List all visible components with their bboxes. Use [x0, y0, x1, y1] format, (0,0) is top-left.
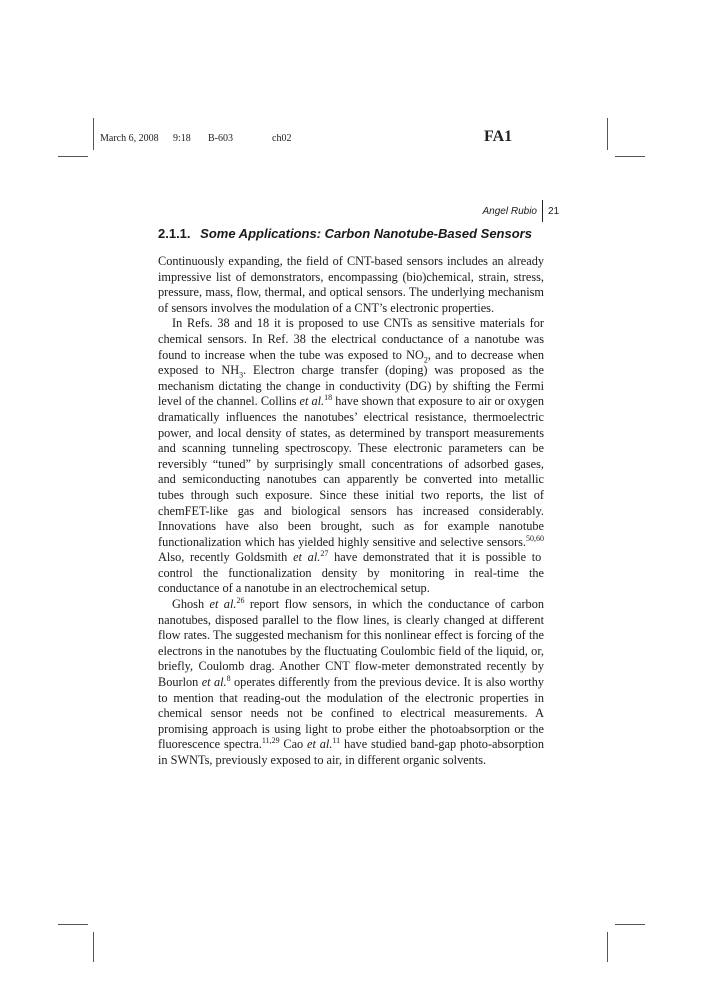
paragraph: [158, 254, 544, 316]
citation-superscript: 11,29: [261, 736, 280, 746]
running-head-author: Angel Rubio: [482, 206, 537, 217]
running-head-divider: [542, 200, 543, 222]
text-run: have studied band-gap photo-absorption in SWNTs, previously exposed to air, in different organic solvents.: [158, 737, 544, 767]
slug-chapter: ch02: [272, 133, 292, 144]
running-head: [440, 204, 570, 224]
text-run: report flow sensors, in which the conductance of carbon nanotubes, disposed parallel to the flow lines, is clearly changed at different flow rates. The suggested mechanism for this nonlinear effect is forcing of the electrons in the nanotubes by the fluctuating Coulombic field of the liquid, or, briefly, Coulomb drag. Another CNT flow-meter demonstrated recently by Bourlon: [158, 597, 545, 690]
citation-superscript: 11: [332, 736, 341, 746]
italic-run: et al.: [299, 394, 325, 409]
slug-time: 9:18: [173, 133, 191, 144]
text-run: In Refs. 38 and 18 it is proposed to use CNTs as sensitive materials for chemical sensors. In Ref. 38 the electrical conductance of a nanotube was found to increase when the tube was exposed to NO: [158, 316, 544, 362]
crop-mark-top-left-vertical: [93, 118, 94, 150]
italic-run: et al.: [307, 737, 333, 752]
italic-run: et al.: [209, 597, 237, 612]
citation-superscript: 8: [226, 673, 231, 683]
text-run: . Electron charge transfer (doping) was proposed as the mechanism dictating the change in conductivity (DG) by shifting the Fermi level of the channel. Collins: [158, 363, 544, 409]
text-run: Cao: [279, 737, 308, 752]
subscript: 2: [423, 355, 428, 365]
text-run: operates differently from the previous device. It is also worthy to mention that reading-out the modulation of the electronic properties in chemical sensor needs not be confined to electrical measurements. A promising approach is using light to probe either the photoabsorption or the fluorescence spectra.: [158, 675, 544, 752]
section-title: Some Applications: Carbon Nanotube-Based Sensors: [200, 226, 532, 241]
text-run: Ghosh: [172, 597, 210, 612]
paragraph: [158, 316, 544, 597]
crop-mark-bottom-left-horizontal: [58, 924, 88, 925]
text-run: , and to decrease when exposed to NH: [158, 347, 544, 378]
text-run: have shown that exposure to air or oxygen dramatically influences the nanotubes’ electrical resistance, thermoelectric power, and local density of states, as determined by transport measurements and scanning tunneling spectroscopy. These electronic parameters can be reversibly “tuned” by surprisingly small concentrations of adsorbed gases, and semiconducting nanotubes can apparently be converted into metallic tubes through such exposure. Since these initial two reports, the list of chemFET-like gas and biological sensors has increased considerably. Innovations have also been brought, such as for example nanotube functionalization which has yielded highly sensitive and selective sensors.: [158, 394, 544, 549]
paragraph: [158, 597, 544, 769]
crop-mark-top-right-horizontal: [615, 156, 645, 157]
citation-superscript: 18: [324, 393, 333, 403]
italic-run: et al.: [293, 550, 321, 565]
crop-mark-bottom-right-horizontal: [615, 924, 645, 925]
citation-superscript: 26: [236, 595, 245, 605]
page-number: 21: [548, 206, 560, 217]
crop-mark-bottom-left-vertical: [93, 932, 94, 962]
body-text: [158, 254, 544, 769]
citation-superscript: 50,60: [526, 533, 544, 543]
section-number: 2.1.1.: [158, 226, 191, 241]
slug-date: March 6, 2008: [100, 133, 159, 144]
crop-mark-top-right-vertical: [607, 118, 608, 150]
printer-slug: [100, 130, 520, 150]
italic-run: et al.: [201, 675, 227, 690]
citation-superscript: 27: [320, 549, 329, 559]
text-run: Continuously expanding, the field of CNT-based sensors includes an already impressive list of demonstrators, encompassing (bio)chemical, strain, stress, pressure, mass, flow, thermal, and optical sensors. The underlying mechanism of sensors involves the modulation of a CNT’s electronic properties.: [158, 254, 544, 315]
subscript: 3: [239, 370, 244, 380]
slug-book: B-603: [208, 133, 233, 144]
crop-mark-top-left-horizontal: [58, 156, 88, 157]
text-run: have demonstrated that it is possible to control the functionalization density by monitoring in real-time the conductance of a nanotube in an electrochemical setup.: [158, 550, 544, 596]
section-heading: [158, 226, 558, 241]
crop-mark-bottom-right-vertical: [607, 932, 608, 962]
text-run: Also, recently Goldsmith: [158, 550, 294, 565]
slug-fa-mark: FA1: [484, 128, 513, 145]
